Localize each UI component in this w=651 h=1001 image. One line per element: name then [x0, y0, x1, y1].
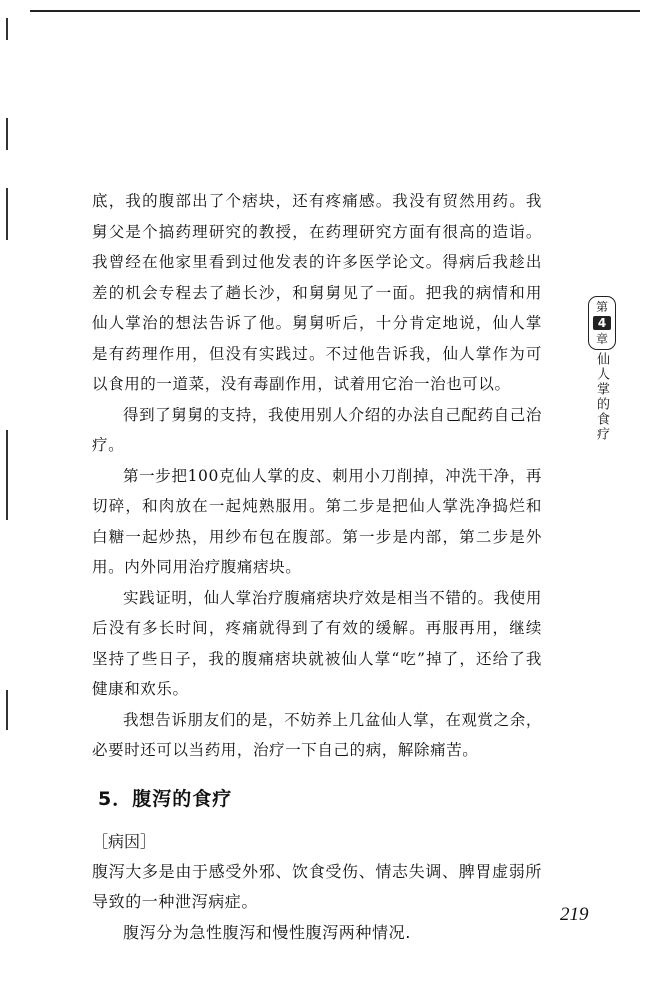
paragraph: 我想告诉朋友们的是，不妨养上几盆仙人掌，在观赏之余，必要时还可以当药用，治疗一下自己的病，解除痛苦。	[92, 710, 542, 759]
paragraph: 第一步把100克仙人掌的皮、刺用小刀削掉，冲洗干净，再切碎，和肉放在一起炖熟服用。第二步是把仙人掌洗净捣烂和白糖一起炒热，用纱布包在腹部。第一步是内部，第二步是外用。内外同用治疗腹痛痞块。	[92, 466, 542, 576]
page-number: 219	[560, 904, 589, 925]
page-body	[92, 186, 542, 948]
margin-mark	[6, 690, 8, 730]
section-subheading: ［病因］	[92, 831, 157, 851]
chapter-suffix: 章	[595, 332, 608, 346]
paragraph: 底，我的腹部出了个痞块，还有疼痛感。我没有贸然用药。我舅父是个搞药理研究的教授，在药理研究方面有很高的造诣。我曾经在他家里看到过他发表的许多医学论文。得病后我趁出差的机会专程去了趟长沙，和舅舅见了一面。把我的病情和用仙人掌治的想法告诉了他。舅舅听后，十分肯定地说，仙人掌是有药理作用，但没有实践过。不过他告诉我，仙人掌作为可以食用的一道菜，没有毒副作用，试着用它治一治也可以。	[92, 192, 542, 393]
section-title: 5．腹泻的食疗	[98, 787, 233, 810]
top-rule	[30, 10, 640, 12]
paragraph: 得到了舅舅的支持，我使用别人介绍的办法自己配药自己治疗。	[92, 405, 542, 454]
chapter-prefix: 第	[595, 300, 608, 314]
chapter-number: 4	[593, 316, 611, 330]
chapter-tab	[588, 296, 616, 350]
paragraph: 实践证明，仙人掌治疗腹痛痞块疗效是相当不错的。我使用后没有多长时间，疼痛就得到了有效的缓解。再服再用，继续坚持了些日子，我的腹痛痞块就被仙人掌“吃”掉了，还给了我健康和欢乐。	[92, 588, 542, 698]
paragraph: 腹泻大多是由于感受外邪、饮食受伤、情志失调、脾胃虚弱所导致的一种泄泻病症。	[92, 861, 542, 911]
margin-mark	[6, 430, 8, 520]
margin-mark	[6, 18, 8, 40]
paragraph: 腹泻分为急性腹泻和慢性腹泻两种情况.	[123, 922, 411, 942]
chapter-title: 仙人掌的食疗	[594, 352, 609, 442]
margin-mark	[6, 188, 8, 240]
margin-mark	[6, 118, 8, 150]
